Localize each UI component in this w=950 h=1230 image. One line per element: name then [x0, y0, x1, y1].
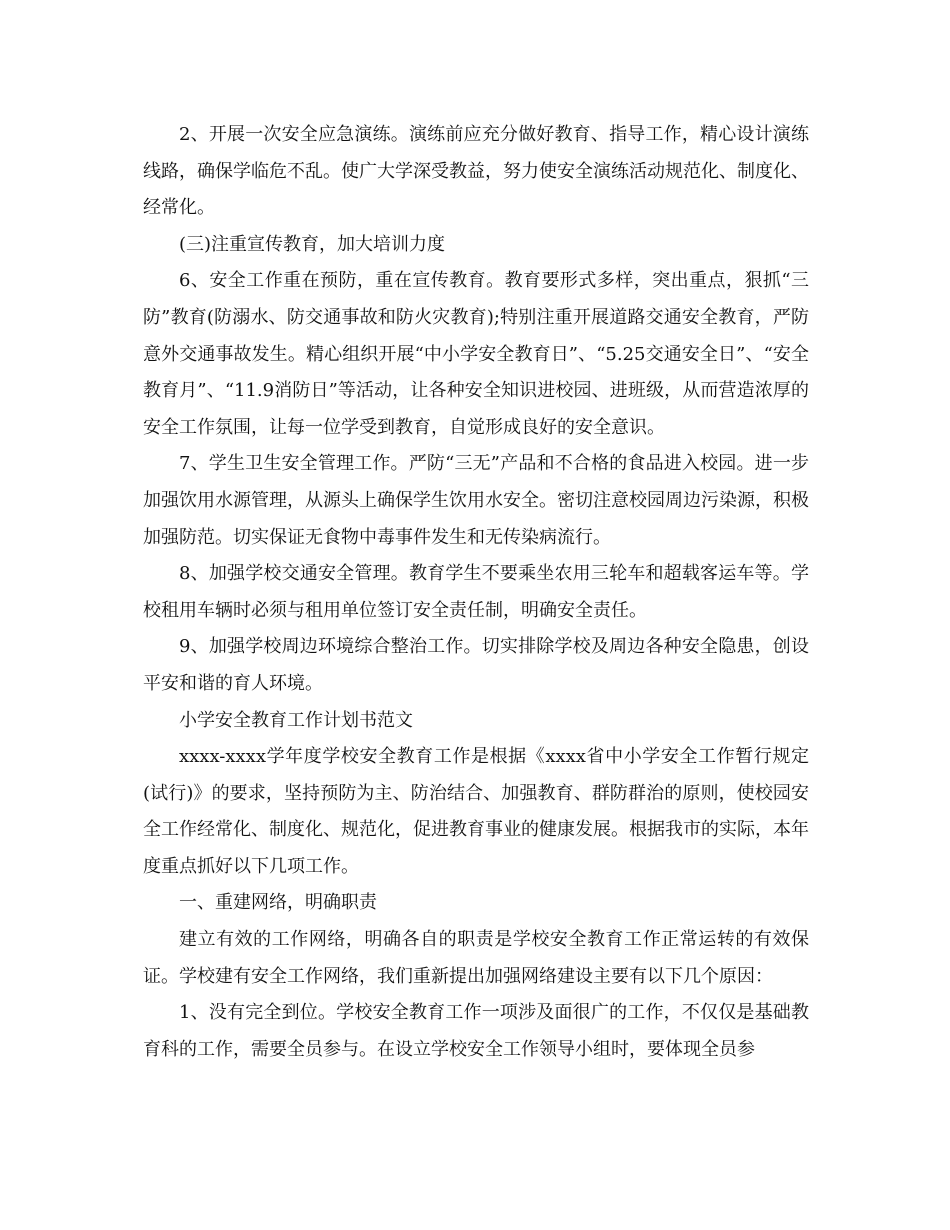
- section-heading-network: 一、重建网络，明确职责: [179, 892, 377, 914]
- section-heading-publicity: (三)注重宣传教育，加大培训力度: [179, 233, 446, 255]
- paragraph-intro: xxxx-xxxx学年度学校安全教育工作是根据《xxxx省中小学安全工作暂行规定(试行)》的要求，坚持预防为主、防治结合、加强教育、群防群治的原则，使校园安全工作经常化、制度化、规范化，促进教育事业的健康发展。根据我市的实际，本年度重点抓好以下几项工作。: [143, 746, 809, 877]
- paragraph-environment: 9、加强学校周边环境综合整治工作。切实排除学校及周边各种安全隐患，创设平安和谐的育人环境。: [143, 636, 809, 694]
- paragraph-drill: 2、开展一次安全应急演练。演练前应充分做好教育、指导工作，精心设计演练线路，确保学临危不乱。使广大学深受教益，努力使安全演练活动规范化、制度化、经常化。: [143, 124, 809, 219]
- paragraph-network: 建立有效的工作网络，明确各自的职责是学校安全教育工作正常运转的有效保证。学校建有安全工作网络，我们重新提出加强网络建设主要有以下几个原因：: [143, 929, 809, 987]
- paragraph-not-in-place: 1、没有完全到位。学校安全教育工作一项涉及面很广的工作，不仅仅是基础教育科的工作，需要全员参与。在设立学校安全工作领导小组时，要体现全员参: [143, 1002, 809, 1060]
- document-subtitle: 小学安全教育工作计划书范文: [179, 709, 413, 731]
- paragraph-prevention: 6、安全工作重在预防，重在宣传教育。教育要形式多样，突出重点，狠抓“三防”教育(防溺水、防交通事故和防火灾教育);特别注重开展道路交通安全教育，严防意外交通事故发生。精心组织开展“中小学安全教育日”、“5.25交通安全日”、“安全教育月”、“11.9消防日”等活动，让各种安全知识进校园、进班级，从而营造浓厚的安全工作氛围，让每一位学受到教育，自觉形成良好的安全意识。: [143, 270, 809, 438]
- paragraph-traffic: 8、加强学校交通安全管理。教育学生不要乘坐农用三轮车和超载客运车等。学校租用车辆时必须与租用单位签订安全责任制，明确安全责任。: [143, 563, 809, 621]
- paragraph-hygiene: 7、学生卫生安全管理工作。严防“三无”产品和不合格的食品进入校园。进一步加强饮用水源管理，从源头上确保学生饮用水安全。密切注意校园周边污染源，积极加强防范。切实保证无食物中毒事件发生和无传染病流行。: [143, 453, 809, 548]
- document-body: [143, 117, 809, 1068]
